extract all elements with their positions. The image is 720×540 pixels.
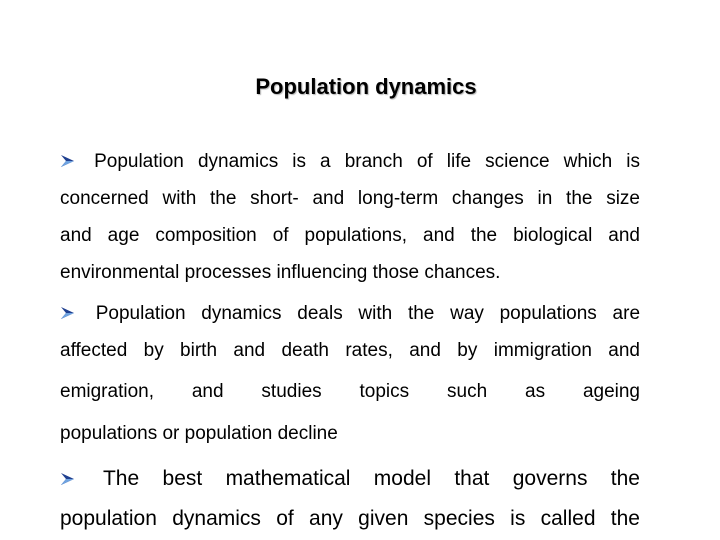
arrow-chevron-icon [60,472,80,486]
paragraph-line: concerned with the short- and long-term changes in the size [60,188,640,209]
slide-title: Population dynamics [255,74,477,99]
bullet-paragraph-3 [60,459,640,539]
paragraph-line: emigration, and studies topics such as ageing [60,381,640,402]
arrow-chevron-icon [60,306,80,320]
bullet-paragraph-2 [60,295,640,452]
paragraph-line: affected by birth and death rates, and by immigration and [60,340,640,361]
paragraph-line: populations or population decline [60,423,338,444]
bullet-paragraph-1 [60,143,640,291]
paragraph-line: and age composition of populations, and the biological and [60,225,640,246]
paragraph-line: population dynamics of any given species is called the [60,507,640,530]
paragraph-line: Population dynamics deals with the way populations are [60,295,640,332]
paragraph-line: The best mathematical model that governs the [60,459,640,499]
paragraph-line: environmental processes influencing those chances. [60,262,501,283]
paragraph-line: Population dynamics is a branch of life science which is [60,143,640,180]
arrow-chevron-icon [60,154,80,168]
